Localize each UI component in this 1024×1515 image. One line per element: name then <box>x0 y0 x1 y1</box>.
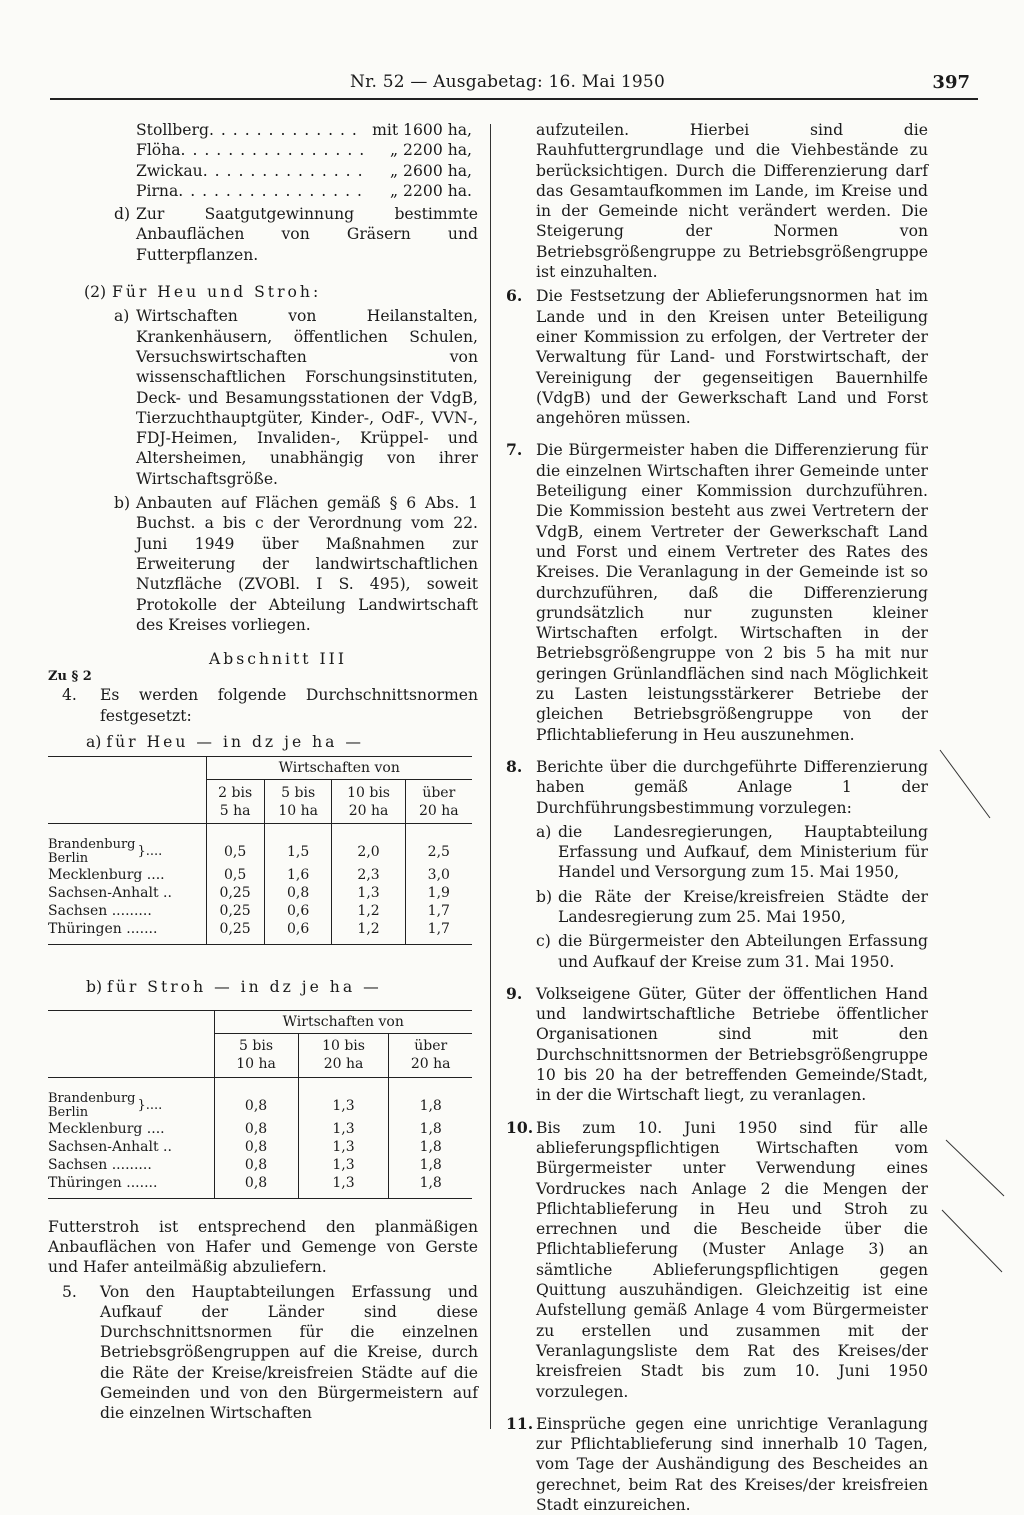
item-marker: c) <box>536 932 551 951</box>
item-marker: a) <box>114 307 130 326</box>
table-cell: 0,5 <box>206 824 264 867</box>
table-row <box>48 824 472 867</box>
column-header-line: über <box>422 784 456 801</box>
row-label: Sachsen ......... <box>48 902 206 920</box>
item-marker: b) <box>114 494 131 513</box>
page-number: 397 <box>932 72 970 93</box>
paragraph-6 <box>506 286 928 428</box>
row-label: Thüringen ....... <box>48 920 206 945</box>
paragraph-8a <box>506 822 928 883</box>
district-value: „ 2200 ha. <box>390 181 472 200</box>
paragraph-marker: 11. <box>506 1413 534 1433</box>
district-row <box>136 120 472 140</box>
item-d <box>48 204 478 265</box>
margin-mark <box>946 1140 1004 1196</box>
district-name: Pirna <box>136 181 179 200</box>
table-cell: 1,3 <box>298 1138 389 1156</box>
brace: }.... <box>137 844 163 860</box>
table-cell: 3,0 <box>405 866 472 884</box>
district-list <box>48 120 478 201</box>
right-column <box>506 120 928 1515</box>
paragraph-text: Bis zum 10. Juni 1950 sind für alle ablieferungspflichtigen Wirtschaften vom Bürgermeister unter Verwendung eines Vordruckes nach Anlage 2 die Mengen der Pflichtablieferung in Heu und Stroh zu errechnen und die Bescheide über die Pflichtablieferung (Muster Anlage 3) an sämtliche Ablieferungspflichtigen gegen Quittung auszuhändigen. Gleichzeitig ist eine Aufstellung gemäß Anlage 4 vom Bürgermeister zu erstellen und zusammen mit der Veranlagungsliste dem Rat des Kreises/der kreisfreien Stadt bis zum 10. Juni 1950 vorzulegen. <box>536 1118 928 1401</box>
table-row <box>48 866 472 884</box>
column-header-line: 20 ha <box>418 802 459 819</box>
caption-text: für Heu — in dz je ha — <box>106 733 365 752</box>
table-body <box>48 1077 472 1198</box>
table-column-header <box>405 780 472 824</box>
table-cell: 1,9 <box>405 884 472 902</box>
paragraph-text: Die Bürgermeister haben die Differenzierung für die einzelnen Wirtschaften ihrer Gemeinde unter Beteiligung einer Kommission durchzuführen. Die Kommission besteht aus zwei Vertretern der VdgB, einem Vertreter der Gewerkschaft Land und Forst und einem Vertreter des Rates des Kreises. Die Veranlagung in der Gemeinde ist so durchzuführen, daß die Differenzierung grundsätzlich nur zugunsten kleiner Wirtschaften erfolgt. Wirtschaften in der Betriebsgrößengruppe von 2 bis 5 ha mit nur geringen Grünlandflächen sind nach Möglichkeit zu Lasten leistungsstärkerer Betriebe der gleichen Betriebsgrößengruppe von der Pflichtablieferung in Heu auszunehmen. <box>536 441 928 744</box>
table-cell: 1,8 <box>389 1120 472 1138</box>
table-cell: 1,5 <box>264 824 332 867</box>
table-cell: 0,25 <box>206 884 264 902</box>
paragraph-marker: 5. <box>62 1282 77 1301</box>
row-label <box>48 824 206 867</box>
column-header-line: 10 bis <box>322 1038 365 1055</box>
table-cell: 1,8 <box>389 1138 472 1156</box>
item-text: die Räte der Kreise/kreisfreien Städte der Landesregierung zum 25. Mai 1950, <box>558 887 928 926</box>
table-cell: 0,5 <box>206 866 264 884</box>
paragraph-9 <box>506 984 928 1106</box>
column-divider <box>490 124 491 1429</box>
margin-mark <box>940 750 990 818</box>
table-cell: 2,0 <box>332 824 405 867</box>
table-cell: 1,2 <box>332 902 405 920</box>
paragraph-text: Von den Hauptabteilungen Erfassung und Aufkauf der Länder sind diese Durchschnittsnormen für die einzelnen Betriebsgrößengruppen auf die Kreise, durch die Räte der Kreise/kreisfreien Städte auf die Gemeinden und von den Bürgermeistern auf die einzelnen Wirtschaften <box>100 1282 478 1423</box>
table-cell: 1,3 <box>298 1174 389 1199</box>
table-cell: 1,3 <box>298 1156 389 1174</box>
table-cell: 1,3 <box>298 1120 389 1138</box>
stroh-caption <box>48 977 478 997</box>
dot-leader <box>178 181 364 201</box>
column-header-line: 5 bis <box>281 784 316 801</box>
paragraph-5 <box>62 1282 478 1424</box>
table-row <box>48 1174 472 1199</box>
table-cell: 1,8 <box>389 1077 472 1120</box>
dot-leader <box>181 140 364 160</box>
brace: }.... <box>137 1097 163 1113</box>
paragraph-marker: 8. <box>506 756 523 776</box>
section-2-heading <box>48 282 478 302</box>
district-row <box>136 181 472 201</box>
table-row <box>48 1120 472 1138</box>
margin-mark <box>942 1210 1002 1272</box>
table-cell: 0,8 <box>214 1156 298 1174</box>
paragraph-marker: 9. <box>506 983 523 1003</box>
header-title: Nr. 52 — Ausgabetag: 16. Mai 1950 <box>350 72 665 92</box>
table-cell: 0,8 <box>214 1138 298 1156</box>
paragraph-7 <box>506 440 928 744</box>
paragraph-text: Volkseigene Güter, Güter der öffentlichen Hand und landwirtschaftliche Betriebe öffentlicher Organisationen sind mit den Durchschnittsnormen der Betriebsgrößengruppe 10 bis 20 ha der betreffenden Gemeinde/Stadt, in der die Wirtschaft liegt, zu veranlagen. <box>536 984 928 1105</box>
district-row <box>136 161 472 181</box>
table-column-header <box>214 1033 298 1077</box>
row-label: Sachsen ......... <box>48 1156 214 1174</box>
paragraph-marker: 10. <box>506 1117 534 1137</box>
column-header-line: 10 bis <box>347 784 390 801</box>
paragraph-4 <box>62 685 478 726</box>
futterstroh-paragraph: Futterstroh ist entsprechend den planmäßigen Anbauflächen von Hafer und Gemenge von Gerste und Hafer anteilmäßig abzuliefern. <box>48 1217 478 1277</box>
district-row <box>136 140 472 160</box>
paragraph-text: Berichte über die durchgeführte Differenzierung haben gemäß Anlage 1 der Durchführungsbestimmung vorzulegen: <box>536 757 928 817</box>
paragraph-text: Die Festsetzung der Ablieferungsnormen hat im Lande und in den Kreisen unter Beteiligung einer Kommission zu erfolgen, der Vertreter der Verwaltung für Land- und Forstwirtschaft, der Vereinigung der gegenseitigen Bauernhilfe (VdgB) und der Gewerkschaft Land und Forst angehören müssen. <box>536 287 928 428</box>
caption-marker: b) <box>86 978 103 997</box>
paragraph-8b <box>506 887 928 928</box>
item-marker: d) <box>114 205 131 224</box>
item-b <box>48 493 478 635</box>
paragraph-10 <box>506 1118 928 1402</box>
item-text: die Bürgermeister den Abteilungen Erfassung und Aufkauf der Kreise zum 31. Mai 1950. <box>558 932 928 971</box>
table-cell: 0,25 <box>206 902 264 920</box>
column-header-line: 20 ha <box>323 1056 364 1073</box>
district-name: Flöha <box>136 141 181 160</box>
table-row <box>48 1138 472 1156</box>
paragraph-8 <box>506 757 928 818</box>
table-cell: 1,2 <box>332 920 405 945</box>
table-group-header: Wirtschaften von <box>214 1010 472 1033</box>
row-label-line: Brandenburg <box>48 1090 136 1106</box>
row-label: Thüringen ....... <box>48 1174 214 1199</box>
row-label-group <box>48 838 206 866</box>
table-cell: 1,6 <box>264 866 332 884</box>
row-label: Mecklenburg .... <box>48 866 206 884</box>
row-label: Mecklenburg .... <box>48 1120 214 1138</box>
table-cell: 0,8 <box>214 1174 298 1199</box>
table-row <box>48 902 472 920</box>
heu-caption <box>48 732 478 752</box>
row-label: Sachsen-Anhalt .. <box>48 1138 214 1156</box>
table-stub-header <box>48 1010 214 1077</box>
row-label: Sachsen-Anhalt .. <box>48 884 206 902</box>
continuation-paragraph: aufzuteilen. Hierbei sind die Rauhfuttergrundlage und die Viehbestände zu berücksichtigen. Durch die Differenzierung darf das Gesamtaufkommen im Lande, im Kreise und in der Gemeinde nicht verändert werden. Die Steigerung der Normen von Betriebsgrößengruppe zu Betriebsgrößengruppe ist einzuhalten. <box>536 121 928 282</box>
paragraph-11 <box>506 1414 928 1515</box>
heu-table <box>48 756 472 945</box>
caption-marker: a) <box>86 733 102 752</box>
table-group-header-row <box>48 757 472 780</box>
table-column-header <box>389 1033 472 1077</box>
paragraph-marker: 6. <box>506 286 523 306</box>
table-cell: 1,3 <box>332 884 405 902</box>
column-header-line: 20 ha <box>348 802 389 819</box>
table-cell: 2,3 <box>332 866 405 884</box>
row-label-line: Brandenburg <box>48 837 136 853</box>
paragraph-marker: 4. <box>62 686 77 705</box>
column-header-line: 5 bis <box>239 1038 274 1055</box>
column-header-line: 10 ha <box>236 1056 276 1073</box>
paragraph-text: Es werden folgende Durchschnittsnormen festgesetzt: <box>100 686 478 725</box>
table-cell: 2,5 <box>405 824 472 867</box>
table-cell: 0,8 <box>214 1120 298 1138</box>
paragraph-marker: 7. <box>506 440 523 460</box>
paragraph-text: Einsprüche gegen eine unrichtige Veranlagung zur Pflichtablieferung sind innerhalb 10 Tagen, vom Tage der Aushändigung des Bescheides an gerechnet, beim Rat des Kreises/der kreisfreien Stadt einzureichen. <box>536 1414 928 1514</box>
dot-leader <box>203 161 364 181</box>
section-heading: Abschnitt III <box>208 650 348 669</box>
stroh-table <box>48 1010 472 1199</box>
page-header <box>50 72 978 100</box>
table-stub-header <box>48 757 206 824</box>
district-value: „ 2200 ha, <box>390 141 472 160</box>
item-marker: (2) <box>84 283 107 302</box>
row-label-line: Berlin <box>48 851 89 867</box>
district-name: Zwickau <box>136 161 203 180</box>
table-body <box>48 824 472 945</box>
table-row <box>48 884 472 902</box>
table-column-header <box>264 780 332 824</box>
column-header-line: 2 bis <box>218 784 253 801</box>
zu-paragraph: Zu § 2 <box>48 669 92 685</box>
district-value: „ 2600 ha, <box>390 161 472 180</box>
dot-leader <box>209 120 364 140</box>
item-text: die Landesregierungen, Hauptabteilung Erfassung und Aufkauf, dem Ministerium für Handel und Versorgung zum 15. Mai 1950, <box>558 822 928 882</box>
table-column-header <box>332 780 405 824</box>
row-label-names <box>48 1092 136 1120</box>
table-column-header <box>206 780 264 824</box>
table-cell: 0,8 <box>264 884 332 902</box>
left-column <box>48 120 478 1424</box>
table-cell: 0,25 <box>206 920 264 945</box>
row-label-names <box>48 838 136 866</box>
margin-pencil-marks <box>930 740 1020 1320</box>
column-header-line: über <box>414 1038 448 1055</box>
table-group-header-row <box>48 1010 472 1033</box>
table-row <box>48 1077 472 1120</box>
district-value: mit 1600 ha, <box>372 121 472 139</box>
item-marker: b) <box>536 887 553 906</box>
table-group-header: Wirtschaften von <box>206 757 472 780</box>
table-column-header <box>298 1033 389 1077</box>
table-cell: 1,8 <box>389 1156 472 1174</box>
table-cell: 0,8 <box>214 1077 298 1120</box>
column-header-line: 5 ha <box>219 802 251 819</box>
district-name: Stollberg <box>136 121 209 139</box>
caption-text: für Stroh — in dz je ha — <box>107 978 382 997</box>
table-cell: 0,6 <box>264 920 332 945</box>
table-cell: 1,7 <box>405 902 472 920</box>
table-cell: 1,7 <box>405 920 472 945</box>
row-label-line: Berlin <box>48 1104 89 1120</box>
item-a <box>48 306 478 489</box>
table-cell: 1,3 <box>298 1077 389 1120</box>
table-row <box>48 920 472 945</box>
item-text: Zur Saatgutgewinnung bestimmte Anbauflächen von Gräsern und Futterpflanzen. <box>136 205 478 264</box>
paragraph-8c <box>506 931 928 972</box>
table-cell: 1,8 <box>389 1174 472 1199</box>
row-label-group <box>48 1092 214 1120</box>
item-text: Wirtschaften von Heilanstalten, Krankenhäusern, öffentlichen Schulen, Versuchswirtschaften von wissenschaftlichen Forschungsinstituten, Deck- und Besamungsstationen der VdgB, Tierzuchthauptgüter, Kinder-, OdF-, VVN-, FDJ-Heimen, Invaliden-, Krüppel- und Altersheimen, unabhängig von ihrer Wirtschaftsgröße. <box>136 307 478 488</box>
table-row <box>48 1156 472 1174</box>
row-label <box>48 1077 214 1120</box>
section-2-title: Für Heu und Stroh: <box>112 283 322 302</box>
table-cell: 0,6 <box>264 902 332 920</box>
item-text: Anbauten auf Flächen gemäß § 6 Abs. 1 Buchst. a bis c der Verordnung vom 22. Juni 1949 über Maßnahmen zur Erweiterung der landwirtschaftlichen Nutzfläche (ZVOBl. I S. 495), soweit Protokolle der Abteilung Landwirtschaft des Kreises vorliegen. <box>136 494 478 634</box>
item-marker: a) <box>536 822 552 841</box>
column-header-line: 20 ha <box>410 1056 451 1073</box>
column-header-line: 10 ha <box>278 802 318 819</box>
